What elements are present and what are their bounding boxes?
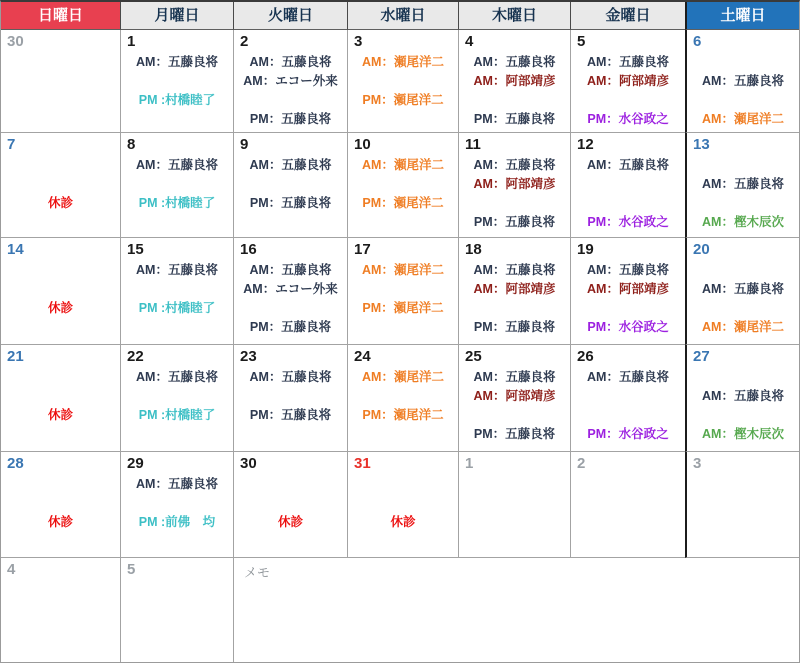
schedule-spacer	[234, 494, 347, 513]
schedule-spacer	[234, 475, 347, 494]
day-number: 28	[7, 455, 24, 472]
schedule-spacer	[121, 72, 233, 91]
day-number: 19	[577, 241, 594, 258]
schedule-entry: AM：五藤良将	[473, 55, 556, 69]
schedule-entry: PM :村橋睦了	[138, 93, 216, 107]
calendar-cell-day-9	[234, 133, 348, 238]
schedule-entry: PM：水谷政之	[587, 320, 669, 334]
schedule-entry: AM：五藤良将	[136, 477, 218, 491]
schedule-spacer	[687, 368, 799, 387]
day-number: 5	[127, 561, 136, 578]
closed-notice: 休診	[47, 515, 73, 529]
schedule-spacer	[121, 280, 233, 299]
calendar-cell-day-16	[234, 238, 348, 345]
calendar-cell-day-20	[685, 238, 799, 345]
day-number: 3	[354, 33, 363, 50]
calendar-week-row	[1, 133, 799, 238]
schedule-spacer	[687, 194, 799, 213]
calendar-cell-day-30	[234, 452, 348, 558]
calendar-cell-day-1	[459, 452, 571, 558]
weekday-header-sun: 日曜日	[1, 2, 121, 30]
schedule-spacer	[348, 387, 458, 406]
calendar-weeks	[1, 30, 799, 662]
closed-notice: 休診	[47, 301, 73, 315]
schedule-entry: PM：水谷政之	[587, 215, 669, 229]
schedule-entry: AM：五藤良将	[249, 158, 332, 172]
schedule-entry: AM：五藤良将	[587, 55, 669, 69]
schedule-spacer	[687, 261, 799, 280]
day-number: 4	[465, 33, 474, 50]
calendar-cell-day-18	[459, 238, 571, 345]
weekday-header-row	[1, 2, 799, 30]
calendar-cell-day-4	[1, 558, 121, 662]
day-number: 13	[693, 136, 710, 153]
calendar-cell-day-22	[121, 345, 234, 452]
schedule-spacer	[234, 299, 347, 318]
schedule-entry: AM：阿部靖彦	[473, 74, 556, 88]
schedule-entry: AM：瀬尾洋二	[362, 158, 444, 172]
calendar-cell-day-4	[459, 30, 571, 133]
calendar-cell-day-3	[348, 30, 459, 133]
schedule-spacer	[348, 72, 458, 91]
schedule-entry: PM：水谷政之	[587, 112, 669, 126]
day-number: 31	[354, 455, 371, 472]
weekday-header-wd-月曜日: 月曜日	[121, 2, 234, 30]
day-number: 20	[693, 241, 710, 258]
weekday-header-wd-火曜日: 火曜日	[234, 2, 348, 30]
calendar-cell-day-19	[571, 238, 685, 345]
weekday-header-wd-水曜日: 水曜日	[348, 2, 459, 30]
day-number: 17	[354, 241, 371, 258]
schedule-entry: AM：瀬尾洋二	[362, 55, 444, 69]
day-number: 29	[127, 455, 144, 472]
day-number: 30	[240, 455, 257, 472]
schedule-entry: AM：五藤良将	[587, 370, 669, 384]
calendar-cell-day-8	[121, 133, 234, 238]
day-number: 22	[127, 348, 144, 365]
day-number: 6	[693, 33, 702, 50]
calendar-cell-day-21	[1, 345, 121, 452]
day-number: 25	[465, 348, 482, 365]
day-number: 4	[7, 561, 16, 578]
schedule-entry: AM：五藤良将	[473, 158, 556, 172]
schedule-entry: AM：五藤良将	[702, 389, 784, 403]
calendar-cell-day-11	[459, 133, 571, 238]
day-number: 9	[240, 136, 249, 153]
day-number: 2	[577, 455, 586, 472]
calendar-cell-day-10	[348, 133, 459, 238]
day-number: 30	[7, 33, 24, 50]
calendar-week-row	[1, 558, 799, 662]
schedule-entry: AM：瀬尾洋二	[702, 320, 784, 334]
schedule-entry: PM：瀬尾洋二	[362, 196, 444, 210]
schedule-entry: PM：五藤良将	[473, 320, 556, 334]
day-number: 10	[354, 136, 371, 153]
schedule-spacer	[571, 406, 685, 425]
schedule-entry: AM：五藤良将	[473, 263, 556, 277]
schedule-entry: PM：瀬尾洋二	[362, 93, 444, 107]
day-number: 1	[127, 33, 136, 50]
day-number: 18	[465, 241, 482, 258]
schedule-entry: AM：五藤良将	[702, 74, 784, 88]
schedule-entry: AM：五藤良将	[587, 158, 669, 172]
day-number: 27	[693, 348, 710, 365]
schedule-entry: AM：瀬尾洋二	[362, 370, 444, 384]
day-number: 23	[240, 348, 257, 365]
schedule-spacer	[234, 91, 347, 110]
schedule-entry: PM :前佛 均	[138, 515, 216, 529]
calendar-cell-day-30	[1, 30, 121, 133]
day-number: 24	[354, 348, 371, 365]
schedule-spacer	[348, 280, 458, 299]
calendar-cell-day-26	[571, 345, 685, 452]
calendar-cell-day-27	[685, 345, 799, 452]
calendar-cell-day-2	[234, 30, 348, 133]
schedule-spacer	[687, 91, 799, 110]
schedule-entry: PM：五藤良将	[249, 320, 332, 334]
schedule-entry: AM：瀬尾洋二	[362, 263, 444, 277]
day-number: 7	[7, 136, 16, 153]
schedule-entry: PM :村橋睦了	[138, 196, 216, 210]
day-number: 15	[127, 241, 144, 258]
calendar-week-row	[1, 345, 799, 452]
schedule-spacer	[1, 368, 120, 387]
schedule-entry: AM：エコー外来	[243, 282, 338, 296]
schedule-spacer	[687, 53, 799, 72]
schedule-spacer	[459, 194, 570, 213]
schedule-spacer	[1, 261, 120, 280]
schedule-entry: PM：瀬尾洋二	[362, 408, 444, 422]
schedule-entry: PM：五藤良将	[473, 112, 556, 126]
schedule-entry: AM：エコー外来	[243, 74, 338, 88]
schedule-spacer	[234, 387, 347, 406]
schedule-entry: PM：水谷政之	[587, 427, 669, 441]
calendar-week-row	[1, 30, 799, 133]
schedule-spacer	[459, 299, 570, 318]
schedule-spacer	[1, 475, 120, 494]
weekday-header-sat: 土曜日	[685, 2, 799, 30]
schedule-spacer	[121, 494, 233, 513]
weekday-header-wd-金曜日: 金曜日	[571, 2, 685, 30]
schedule-entry: AM：五藤良将	[136, 370, 218, 384]
day-number: 2	[240, 33, 249, 50]
day-number: 11	[465, 136, 481, 153]
schedule-entry: AM：瀬尾洋二	[702, 112, 784, 126]
schedule-entry: PM：五藤良将	[473, 215, 556, 229]
schedule-spacer	[571, 387, 685, 406]
calendar-cell-day-23	[234, 345, 348, 452]
schedule-spacer	[459, 91, 570, 110]
calendar-cell-day-28	[1, 452, 121, 558]
schedule-entry: PM：五藤良将	[473, 427, 556, 441]
closed-notice: 休診	[277, 515, 303, 529]
schedule-spacer	[121, 175, 233, 194]
calendar-cell-day-25	[459, 345, 571, 452]
calendar-cell-day-14	[1, 238, 121, 345]
day-number: 1	[465, 455, 474, 472]
schedule-entry: AM：五藤良将	[249, 370, 332, 384]
schedule-entry: AM：五藤良将	[702, 282, 784, 296]
schedule-entry: AM：五藤良将	[473, 370, 556, 384]
schedule-entry: AM：五藤良将	[136, 263, 218, 277]
day-number: 12	[577, 136, 594, 153]
calendar-week-row	[1, 238, 799, 345]
schedule-spacer	[571, 299, 685, 318]
day-number: 8	[127, 136, 136, 153]
schedule-entry: AM：五藤良将	[136, 55, 218, 69]
day-number: 16	[240, 241, 257, 258]
schedule-entry: AM：樫木辰次	[702, 427, 784, 441]
day-number: 26	[577, 348, 594, 365]
schedule-spacer	[687, 406, 799, 425]
schedule-entry: AM：阿部靖彦	[587, 282, 669, 296]
weekday-header-wd-木曜日: 木曜日	[459, 2, 571, 30]
closed-notice: 休診	[390, 515, 416, 529]
schedule-entry: PM：五藤良将	[249, 112, 332, 126]
schedule-spacer	[1, 387, 120, 406]
day-number: 3	[693, 455, 702, 472]
calendar-cell-day-1	[121, 30, 234, 133]
memo-cell: メモ	[233, 558, 799, 662]
day-number: 5	[577, 33, 586, 50]
schedule-entry: PM :村橋睦了	[138, 408, 216, 422]
schedule-spacer	[1, 175, 120, 194]
schedule-spacer	[1, 494, 120, 513]
schedule-spacer	[687, 156, 799, 175]
calendar-cell-day-31	[348, 452, 459, 558]
schedule-entry: PM：五藤良将	[249, 408, 332, 422]
closed-notice: 休診	[47, 408, 73, 422]
schedule-entry: AM：樫木辰次	[702, 215, 784, 229]
schedule-spacer	[121, 387, 233, 406]
calendar-cell-day-5	[121, 558, 234, 662]
schedule-entry: PM：五藤良将	[249, 196, 332, 210]
schedule-entry: PM :村橋睦了	[138, 301, 216, 315]
calendar-cell-day-13	[685, 133, 799, 238]
schedule-entry: AM：五藤良将	[249, 263, 332, 277]
day-number: 14	[7, 241, 24, 258]
calendar-cell-day-2	[571, 452, 685, 558]
schedule-spacer	[348, 175, 458, 194]
schedule-spacer	[348, 494, 458, 513]
schedule-spacer	[234, 175, 347, 194]
schedule-spacer	[571, 91, 685, 110]
calendar-cell-day-5	[571, 30, 685, 133]
schedule-entry: AM：阿部靖彦	[473, 282, 556, 296]
schedule-entry: AM：阿部靖彦	[473, 177, 556, 191]
calendar-cell-day-7	[1, 133, 121, 238]
calendar-cell-day-15	[121, 238, 234, 345]
schedule-entry: AM：五藤良将	[702, 177, 784, 191]
schedule-spacer	[571, 175, 685, 194]
calendar-week-row	[1, 452, 799, 558]
schedule-spacer	[687, 299, 799, 318]
calendar-cell-day-29	[121, 452, 234, 558]
schedule-entry: PM：瀬尾洋二	[362, 301, 444, 315]
calendar-cell-day-6	[685, 30, 799, 133]
schedule-entry: AM：五藤良将	[136, 158, 218, 172]
schedule-entry: AM：阿部靖彦	[587, 74, 669, 88]
schedule-spacer	[1, 280, 120, 299]
schedule-spacer	[1, 156, 120, 175]
schedule-spacer	[348, 475, 458, 494]
day-number: 21	[7, 348, 24, 365]
calendar-cell-day-24	[348, 345, 459, 452]
schedule-entry: AM：阿部靖彦	[473, 389, 556, 403]
schedule-entry: AM：五藤良将	[249, 55, 332, 69]
calendar-cell-day-3	[685, 452, 799, 558]
schedule-entry: AM：五藤良将	[587, 263, 669, 277]
calendar-cell-day-17	[348, 238, 459, 345]
calendar-cell-day-12	[571, 133, 685, 238]
closed-notice: 休診	[47, 196, 73, 210]
schedule-spacer	[459, 406, 570, 425]
schedule-spacer	[571, 194, 685, 213]
